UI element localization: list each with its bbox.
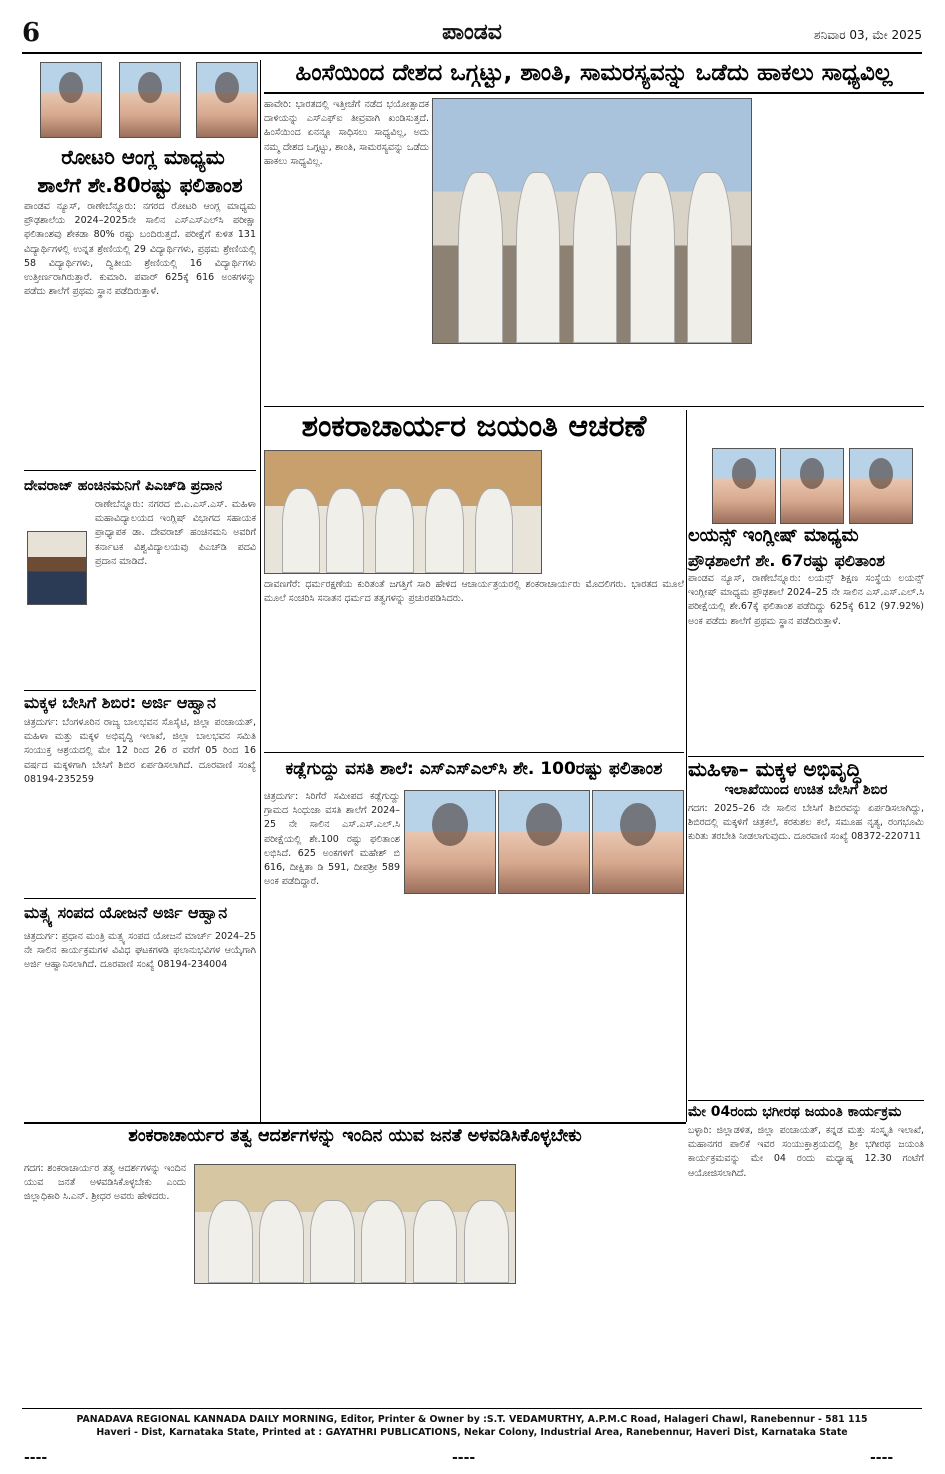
column-rule [260,60,261,1122]
jayanti-headline: ಶಂಕರಾಚಾರ್ಯರ ಜಯಂತಿ ಆಚರಣೆ [301,409,647,444]
ceremony-photo [264,450,542,574]
lions-body [688,572,924,748]
rotary-body [24,200,256,456]
devaraj-headline: ದೇವರಾಜ್ ಹಂಚಿನಮನಿಗೆ ಪಿಎಚ್‌ಡಿ ಪ್ರದಾನ [24,478,223,494]
women-child-contact: ದೂರವಾಣಿ ಸಂಖ್ಯೆ 08372-220711 [793,831,922,843]
violence-body-cont [432,346,752,400]
divider [24,690,256,691]
rotary-headline-1: ರೋಟರಿ ಆಂಗ್ಲ ಮಾಧ್ಯಮ [61,145,225,169]
women-child-subhead: ಇಲಾಖೆಯಿಂದ ಉಚಿತ ಬೇಸಿಗೆ ಶಿಬಿರ [724,782,888,798]
fisheries-contact: ದೂರವಾಣಿ ಸಂಖ್ಯೆ 08194-234004 [100,959,228,971]
fisheries-body [24,930,256,1110]
footer-line-2: Haveri - Dist, Karnataka State, Printed at : GAYATHRI PUBLICATIONS, Nekar Colony, Industrial Area, Ranebennur, Haveri Dist, Karnataka State [96,1427,848,1438]
devaraj-body [95,498,256,674]
dash-right: ---- [870,1450,894,1466]
fisheries-headline: ಮತ್ಸ್ಯ ಸಂಪದ ಯೋಜನೆ ಅರ್ಜಿ ಆಹ್ವಾನ [24,903,228,922]
jayanti-body-side [546,450,684,574]
student-photo [592,790,684,894]
page-header [22,18,922,54]
person-photo [27,531,87,605]
lions-headline-2: ಪ್ರೌಢಶಾಲೆಗೆ ಶೇ. 67ರಷ್ಟು ಫಲಿತಾಂಶ [688,551,885,570]
camp-body [24,716,256,884]
student-photo [712,448,776,524]
dash-left: ---- [24,1450,48,1466]
dash-center: ---- [452,1450,476,1466]
student-photo [849,448,913,524]
kadlegudda-body-cont [404,898,684,1116]
page-number: 6 [22,18,41,48]
kadlegudda-headline: ಕಡ್ಲೆಗುದ್ದು ವಸತಿ ಶಾಲೆ: ಎಸ್ಎಸ್ಎಲ್‌ಸಿ ಶೇ. 100ರಷ್ಟು ಫಲಿತಾಂಶ [285,759,663,779]
divider [264,752,684,753]
camp-lead: ಚಿತ್ರದುರ್ಗ: ಬೆಂಗಳೂರಿನ ರಾಜ್ಯ ಬಾಲಭವನ ಸೊಸೈಟಿ, ಜಿಲ್ಲಾ ಪಂಚಾಯತ್, ಮಹಿಳಾ ಮತ್ತು ಮಕ್ಕಳ ಅಭಿವೃದ್ಧಿ ಇಲಾಖೆ, ಜಿಲ್ಲಾ ಬಾಲಭವನ ಸಮಿತಿ ಸಂಯುಕ್ತ ಆಶ್ರಯದಲ್ಲಿ ಮೇ 12 ರಿಂದ 26 ರ ವರೆಗೆ 05 ರಿಂದ 16 ವರ್ಷದ ಮಕ್ಕಳಿಗಾಗಿ ಬೇಸಿಗೆ ಶಿಬಿರ ಏರ್ಪಡಿಸಲಾಗಿದೆ. [24,717,256,771]
divider [264,92,924,94]
footer-imprint [22,1413,922,1439]
divider [24,1122,686,1124]
student-photo [404,790,496,894]
women-child-headline: ಮಹಿಳಾ– ಮಕ್ಕಳ ಅಭಿವೃದ್ಧಿ [688,757,862,781]
student-photo [119,62,181,138]
divider [24,470,256,471]
divider [24,898,256,899]
fisheries-lead: ಚಿತ್ರದುರ್ಗ: ಪ್ರಧಾನ ಮಂತ್ರಿ ಮತ್ಸ್ಯ ಸಂಪದ ಯೋಜನೆ ಮಾರ್ಚ್ 2024–25 ನೇ ಸಾಲಿನ ಕಾರ್ಯಕ್ರಮಗಳ ವಿವಿಧ ಘಟಕಗಳಡಿ ಫಲಾನುಭವಿಗಳ ಆಯ್ಕೆಗಾಗಿ ಅರ್ಜಿ ಆಹ್ವಾನಿಸಲಾಗಿದೆ. [24,931,256,971]
ideals-body-mid [194,1288,516,1402]
masthead: ಪಾಂಡವ [442,20,502,45]
student-photo [40,62,102,138]
violence-body [264,98,429,400]
kadlegudda-body [264,790,400,1116]
student-photo [780,448,844,524]
divider [264,406,924,407]
kadlegudda-lead: ಚಿತ್ರದುರ್ಗ: ಸಿರಿಗೆರೆ ಸಮೀಪದ ಕಡ್ಲೆಗುದ್ದು ಗ್ರಾಮದ ಸಿಂಧುಜಾ ವಸತಿ ಶಾಲೆಗೆ 2024–25 ನೇ ಸಾಲಿನ ಎಸ್.ಎಸ್.ಎಲ್.ಸಿ ಪರೀಕ್ಷೆಯಲ್ಲಿ ಶೇ.100 ರಷ್ಟು ಫಲಿತಾಂಶ ಲಭಿಸಿದೆ. 625 ಅಂಕಗಳಿಗೆ ಮಹೇಶ್ ಬಿ 616, ದೀಕ್ಷಿತಾ ಡಿ 591, ದೀಪಶ್ರೀ 589 ಅಂಕ ಪಡೆದಿದ್ದಾರೆ. [264,791,400,888]
ideals-headline: ಶಂಕರಾಚಾರ್ಯರ ತತ್ವ ಆದರ್ಶಗಳನ್ನು ಇಂದಿನ ಯುವ ಜನತೆ ಅಳವಡಿಸಿಕೊಳ್ಳಬೇಕು [128,1126,582,1146]
violence-lead: ಹಾವೇರಿ: ಭಾರತದಲ್ಲಿ ಇತ್ತೀಚೆಗೆ ನಡೆದ ಭಯೋತ್ಪಾದಕ ದಾಳಿಯನ್ನು ಎಸ್ಎಫ್ಐ ತೀವ್ರವಾಗಿ ಖಂಡಿಸುತ್ತದೆ. ಹಿಂಸೆಯಿಂದ ಏನನ್ನೂ ಸಾಧಿಸಲು ಸಾಧ್ಯವಿಲ್ಲ, ಅದು ನಮ್ಮ ದೇಶದ ಒಗ್ಗಟ್ಟು, ಶಾಂತಿ, ಸಾಮರಸ್ಯವನ್ನು ಒಡೆದು ಹಾಕಲು ಸಾಧ್ಯವಿಲ್ಲ. [264,99,429,167]
women-child-lead: ಗದಗ: 2025–26 ನೇ ಸಾಲಿನ ಬೇಸಿಗೆ ಶಿಬಿರವನ್ನು ಏರ್ಪಡಿಸಲಾಗಿದ್ದು, ಶಿಬಿರದಲ್ಲಿ ಮಕ್ಕಳಿಗೆ ಚಿತ್ರಕಲೆ, ಕರಕುಶಲ ಕಲೆ, ಸಮೂಹ ನೃತ್ಯ, ರಂಗಭೂಮಿ ಕುರಿತು ತರಬೇತಿ ನೀಡಲಾಗುವುದು. [688,803,924,843]
column-rule [686,410,687,1122]
violence-headline: ಹಿಂಸೆಯಿಂದ ದೇಶದ ಒಗ್ಗಟ್ಟು, ಶಾಂತಿ, ಸಾಮರಸ್ಯವನ್ನು ಒಡೆದು ಹಾಕಲು ಸಾಧ್ಯವಿಲ್ಲ [295,60,893,86]
dateline: ಶನಿವಾರ 03, ಮೇ 2025 [814,28,922,42]
rotary-headline-2: ಶಾಲೆಗೆ ಶೇ.80ರಷ್ಟು ಫಲಿತಾಂಶ [37,173,243,197]
ideals-lead: ಗದಗ: ಶಂಕರಾಚಾರ್ಯರ ತತ್ವ ಆದರ್ಶಗಳನ್ನು ಇಂದಿನ ಯುವ ಜನತೆ ಅಳವಡಿಸಿಕೊಳ್ಳಬೇಕು ಎಂದು ಜಿಲ್ಲಾಧಿಕಾರಿ ಸಿ.ಎನ್. ಶ್ರೀಧರ ಅವರು ಹೇಳಿದರು. [24,1163,186,1203]
student-photo [498,790,590,894]
camp-contact: ದೂರವಾಣಿ ಸಂಖ್ಯೆ 08194-235259 [24,759,256,785]
bhageeratha-lead: ಬಳ್ಳಾರಿ: ಜಿಲ್ಲಾಡಳಿತ, ಜಿಲ್ಲಾ ಪಂಚಾಯತ್, ಕನ್ನಡ ಮತ್ತು ಸಂಸ್ಕೃತಿ ಇಲಾಖೆ, ಮಹಾನಗರ ಪಾಲಿಕೆ ಇವರ ಸಂಯುಕ್ತಾಶ್ರಯದಲ್ಲಿ ಶ್ರೀ ಭಗೀರಥ ಜಯಂತಿ ಕಾರ್ಯಕ್ರಮವನ್ನು ಮೇ 04 ರಂದು ಮಧ್ಯಾಹ್ನ 12.30 ಗಂಟೆಗೆ ಆಯೋಜಿಸಲಾಗಿದೆ. [688,1125,924,1179]
bhageeratha-headline: ಮೇ 04ರಂದು ಭಗೀರಥ ಜಯಂತಿ ಕಾರ್ಯಕ್ರಮ [688,1104,902,1120]
ideals-body-right [520,1162,684,1402]
protest-photo [432,98,752,344]
women-child-body [688,802,924,1096]
footer-rule [22,1408,922,1409]
violence-body-col3 [756,98,924,400]
jayanti-body [264,578,684,738]
lions-headline-1: ಲಯನ್ಸ್ ಇಂಗ್ಲೀಷ್ ಮಾಧ್ಯಮ [688,525,859,546]
ideals-body [24,1162,186,1402]
devaraj-lead: ರಾಣೇಬೆನ್ನೂರು: ನಗರದ ಬಿ.ಎ.ಎಸ್.ಎಸ್. ಮಹಿಳಾ ಮಹಾವಿದ್ಯಾಲಯದ ಇಂಗ್ಲಿಷ್ ವಿಭಾಗದ ಸಹಾಯಕ ಪ್ರಾಧ್ಯಾಪಕ ಡಾ. ದೇವರಾಜ್ ಹಂಚಿನಮನಿ ಅವರಿಗೆ ಕರ್ನಾಟಕ ವಿಶ್ವವಿದ್ಯಾಲಯವು ಪಿಎಚ್‌ಡಿ ಪದವಿ ಪ್ರದಾನ ಮಾಡಿದೆ. [95,499,256,567]
event-photo [194,1164,516,1284]
camp-headline: ಮಕ್ಕಳ ಬೇಸಿಗೆ ಶಿಬಿರ: ಅರ್ಜಿ ಆಹ್ವಾನ [24,693,216,712]
jayanti-lead: ದಾವಣಗೆರೆ: ಧರ್ಮರಕ್ಷಣೆಯ ಕುರಿತಂತೆ ಜಗತ್ತಿಗೆ ಸಾರಿ ಹೇಳಿದ ಆಚಾರ್ಯತ್ರಯರಲ್ಲಿ ಶಂಕರಾಚಾರ್ಯರು ಮೊದಲಿಗರು. ಭಾರತದ ಮೂಲೆ ಮೂಲೆ ಸಂಚರಿಸಿ ಸನಾತನ ಧರ್ಮದ ತತ್ವಗಳನ್ನು ಪ್ರಚುರಪಡಿಸಿದರು. [264,579,684,605]
rotary-lead: ಪಾಂಡವ ನ್ಯೂಸ್, ರಾಣೇಬೆನ್ನೂರು: ನಗರದ ರೋಟರಿ ಆಂಗ್ಲ ಮಾಧ್ಯಮ ಪ್ರೌಢಶಾಲೆಯ 2024–2025ನೇ ಸಾಲಿನ ಎಸ್ಎಸ್ಎಲ್‌ಸಿ ಪರೀಕ್ಷಾ ಫಲಿತಾಂಶವು ಶೇಕಡಾ 80% ರಷ್ಟು ಬಂದಿರುತ್ತದೆ. ಪರೀಕ್ಷೆಗೆ ಕುಳಿತ 131 ವಿದ್ಯಾರ್ಥಿಗಳಲ್ಲಿ ಉನ್ನತ ಶ್ರೇಣಿಯಲ್ಲಿ 29 ವಿದ್ಯಾರ್ಥಿಗಳು, ಪ್ರಥಮ ಶ್ರೇಣಿಯಲ್ಲಿ 58 ವಿದ್ಯಾರ್ಥಿಗಳು, ದ್ವಿತೀಯ ಶ್ರೇಣಿಯಲ್ಲಿ 16 ವಿದ್ಯಾರ್ಥಿಗಳು ಉತ್ತೀರ್ಣರಾಗಿರುತ್ತಾರೆ. ಕುಮಾರಿ. ಪವಾರ್ 625ಕ್ಕೆ 616 ಅಂಕಗಳನ್ನು ಪಡೆದು ಶಾಲೆಗೆ ಪ್ರಥಮ ಸ್ಥಾನ ಪಡೆದಿರುತ್ತಾಳೆ. [24,201,256,298]
student-photo [196,62,258,138]
lions-lead: ಪಾಂಡವ ನ್ಯೂಸ್, ರಾಣೇಬೆನ್ನೂರು: ಲಯನ್ಸ್ ಶಿಕ್ಷಣ ಸಂಸ್ಥೆಯ ಲಯನ್ಸ್ ಇಂಗ್ಲೀಷ್ ಮಾಧ್ಯಮ ಪ್ರೌಢಶಾಲೆ 2024–25 ನೇ ಸಾಲಿನ ಎಸ್.ಎಸ್.ಎಲ್.ಸಿ ಪರೀಕ್ಷೆಯಲ್ಲಿ ಶೇ.67ಕ್ಕೆ ಫಲಿತಾಂಶ ಪಡೆದಿದ್ದು 625ಕ್ಕೆ 612 (97.92%) ಅಂಕ ಪಡೆದು ಶಾಲೆಗೆ ಪ್ರಥಮ ಸ್ಥಾನ ಪಡೆದಿರುತ್ತಾಳೆ. [688,573,924,627]
divider [688,1100,924,1101]
bhageeratha-body [688,1124,924,1402]
footer-line-1: PANADAVA REGIONAL KANNADA DAILY MORNING, Editor, Printer & Owner by :S.T. VEDAMURTHY, A.P.M.C Road, Halageri Chawl, Ranebennur - 581 115 [76,1414,868,1425]
